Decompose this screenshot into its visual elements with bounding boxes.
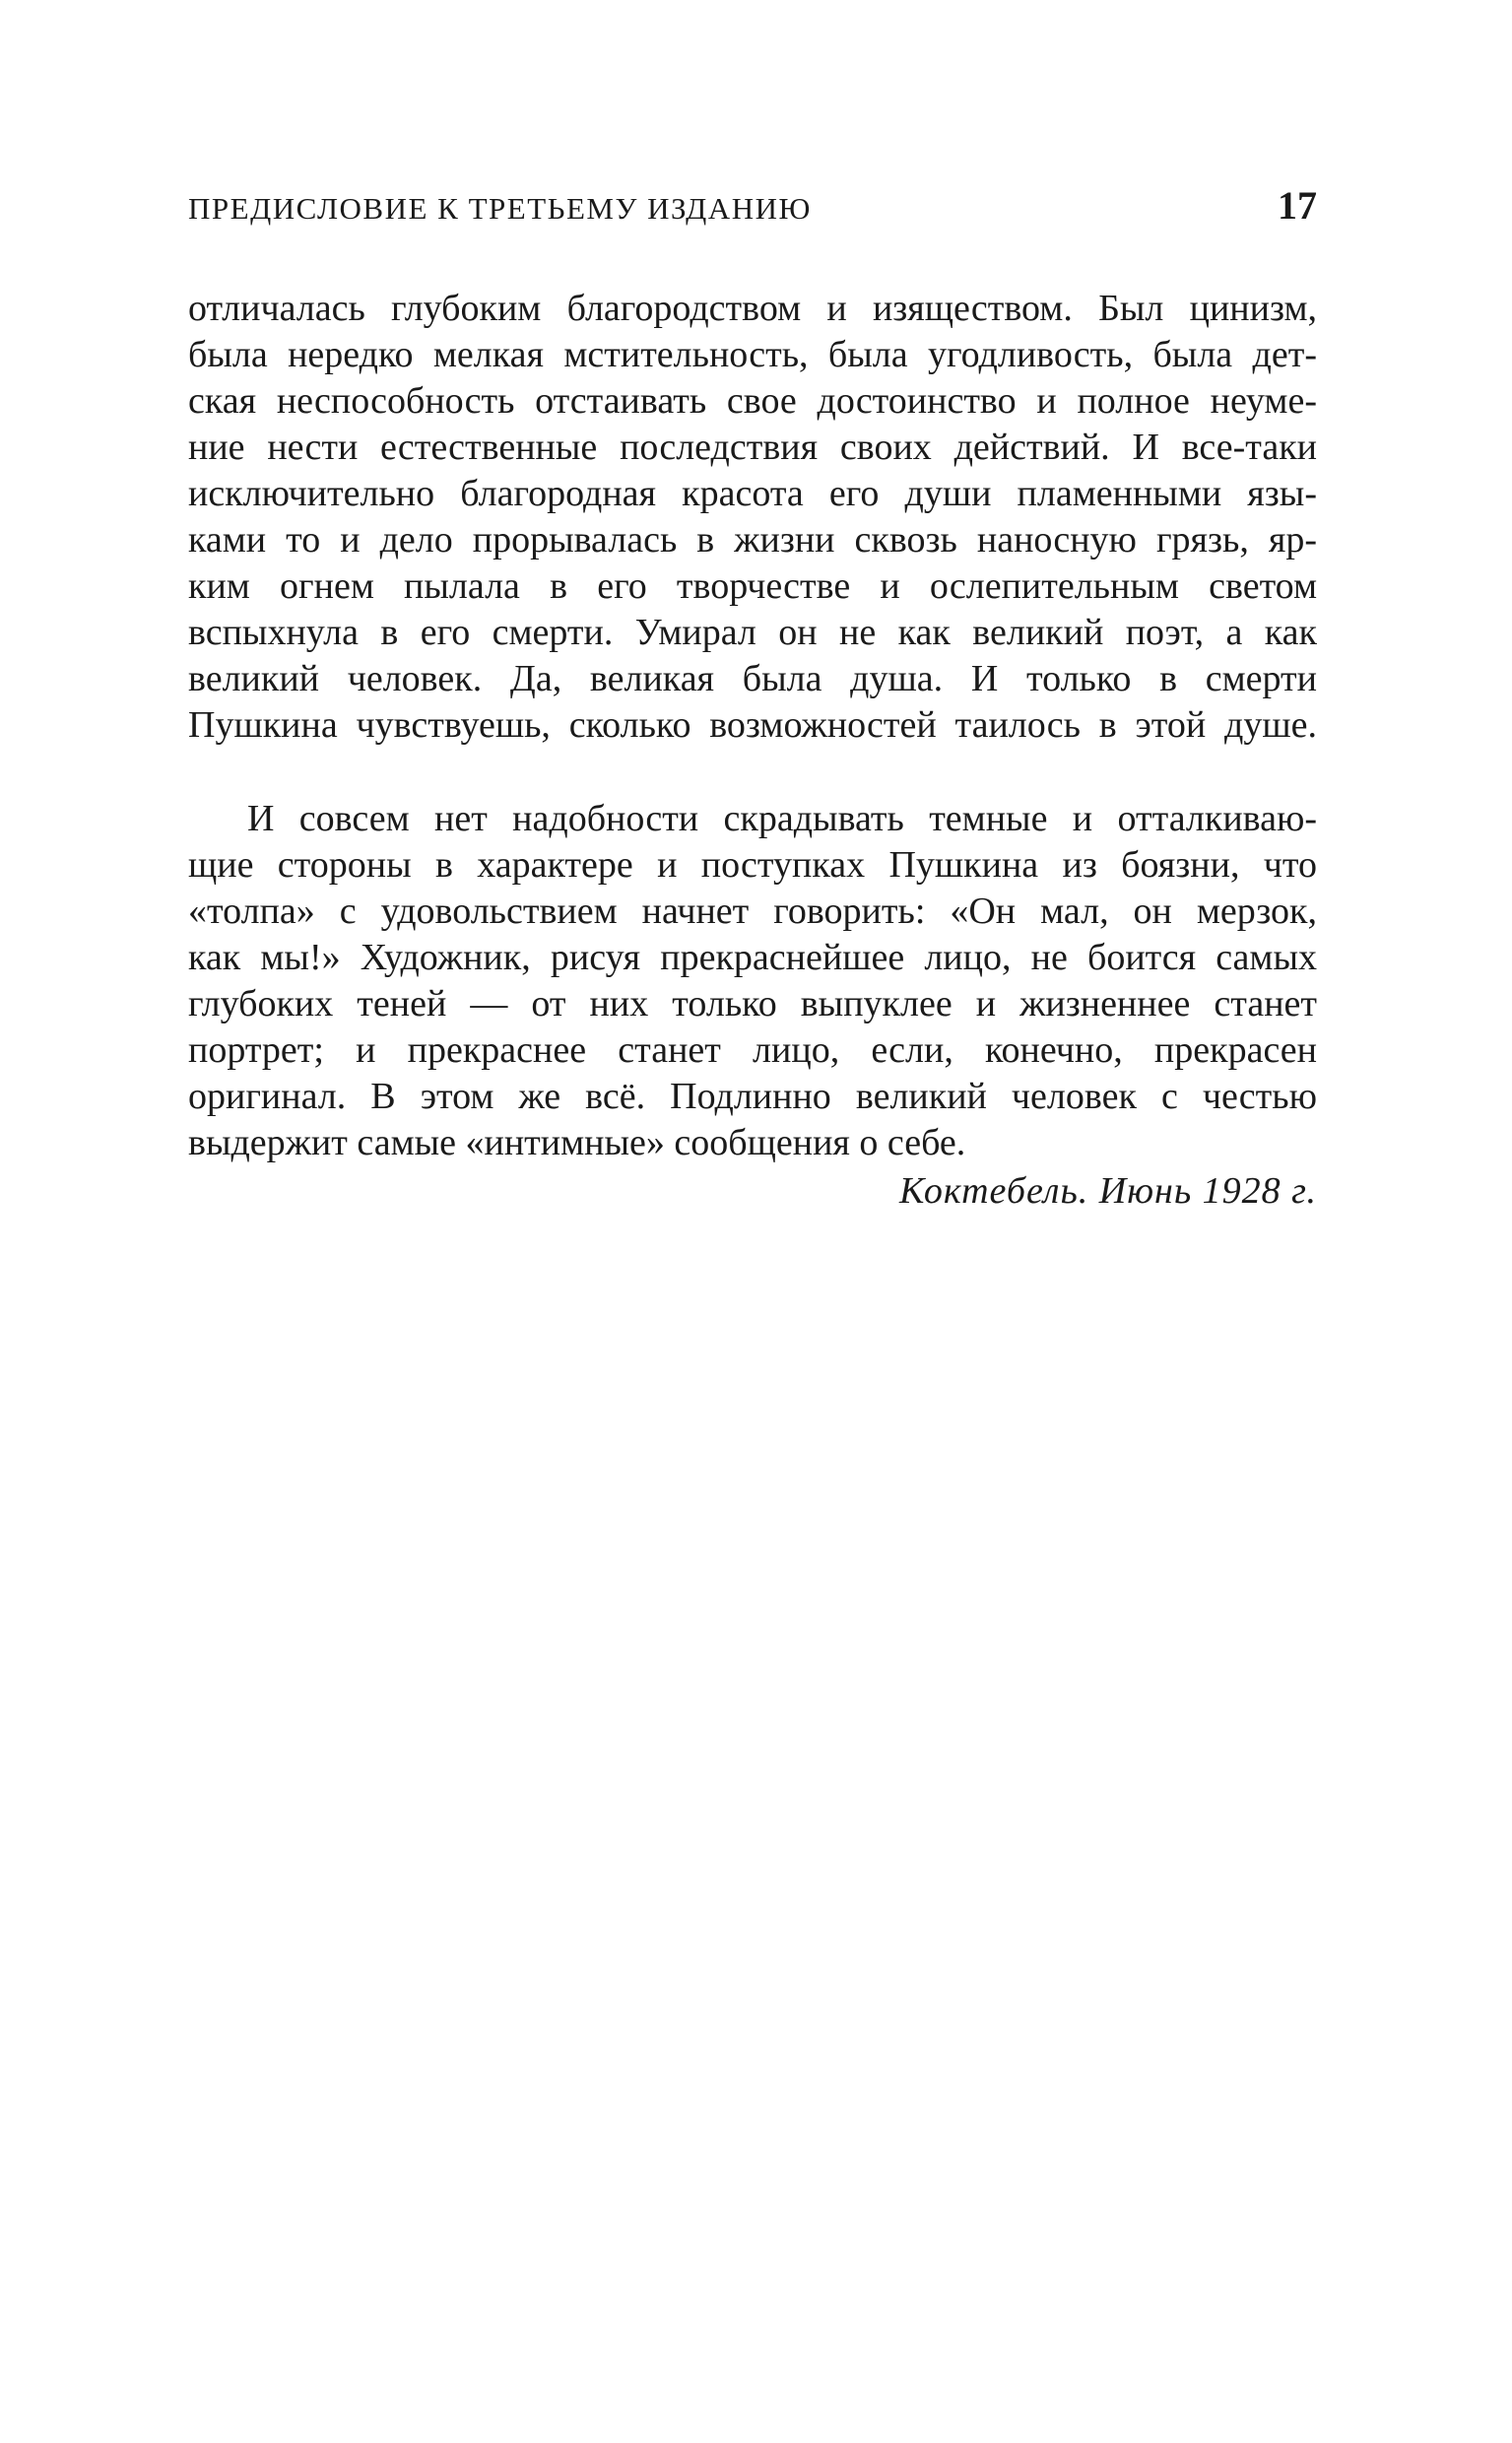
text-line: ками то и дело прорывалась в жизни сквозь наносную грязь, яр- <box>188 519 1317 561</box>
body-text <box>188 286 1317 1215</box>
text-line: была нередко мелкая мстительность, была угодливость, была дет- <box>188 334 1317 375</box>
paragraph-2 <box>188 796 1317 1166</box>
text-line: выдержит самые «интимные» сообщения о себе. <box>188 1122 966 1163</box>
text-line: оригинал. В этом же всё. Подлинно великий человек с честью <box>188 1076 1317 1117</box>
paragraph-1 <box>188 286 1317 749</box>
page-number: 17 <box>1278 183 1317 228</box>
text-line: «толпа» с удовольствием начнет говорить: «Он мал, он мерзок, <box>188 891 1317 932</box>
running-head-title: ПРЕДИСЛОВИЕ К ТРЕТЬЕМУ ИЗДАНИЮ <box>188 191 812 226</box>
text-line: как мы!» Художник, рисуя прекраснейшее лицо, не боится самых <box>188 937 1317 978</box>
page <box>188 182 1317 1215</box>
text-line: великий человек. Да, великая была душа. И только в смерти <box>188 658 1317 699</box>
text-line: Пушкина чувствуешь, сколько возможностей таилось в этой душе. <box>188 704 1317 746</box>
text-line: вспыхнула в его смерти. Умирал он не как великий поэт, а как <box>188 612 1317 653</box>
paragraph-spacer <box>188 749 1317 796</box>
text-line: щие стороны в характере и поступках Пушкина из боязни, что <box>188 844 1317 886</box>
text-line: ская неспособность отстаивать свое достоинство и полное неуме- <box>188 380 1317 422</box>
text-line: ние нести естественные последствия своих действий. И все-таки <box>188 427 1317 468</box>
text-line: И совсем нет надобности скрадывать темные и отталкиваю- <box>247 798 1317 839</box>
text-line: глубоких теней — от них только выпуклее и жизненнее станет <box>188 983 1317 1024</box>
text-line: отличалась глубоким благородством и изяществом. Был цинизм, <box>188 288 1317 329</box>
place-date-signature: Коктебель. Июнь 1928 г. <box>899 1170 1317 1212</box>
text-line: ким огнем пылала в его творчестве и ослепительным светом <box>188 565 1317 607</box>
text-line: портрет; и прекраснее станет лицо, если, конечно, прекрасен <box>188 1029 1317 1071</box>
text-line: исключительно благородная красота его души пламенными язы- <box>188 473 1317 514</box>
running-head <box>188 182 1317 241</box>
